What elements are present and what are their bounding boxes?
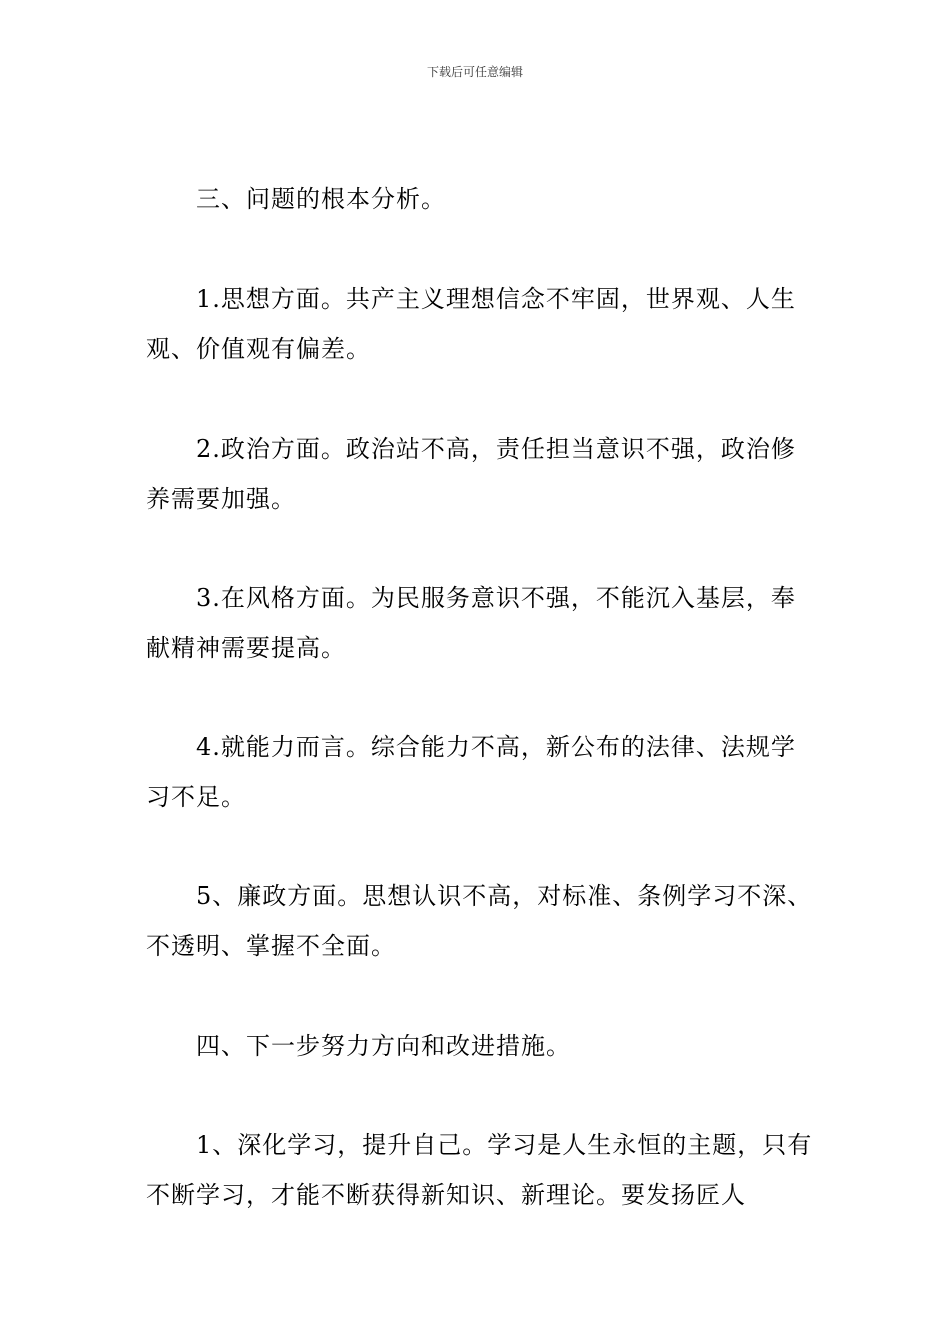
paragraph-item-2: 2.政治方面。政治站不高，责任担当意识不强，政治修养需要加强。 xyxy=(146,435,796,513)
paragraph-item-3: 3.在风格方面。为民服务意识不强，不能沉入基层，奉献精神需要提高。 xyxy=(146,584,796,662)
paragraph-measure-1: 1、深化学习，提升自己。学习是人生永恒的主题，只有不断学习，才能不断获得新知识、新理论。要发扬匠人 xyxy=(146,1131,813,1209)
paragraph-item-5: 5、廉政方面。思想认识不高，对标准、条例学习不深、不透明、掌握不全面。 xyxy=(146,882,813,960)
section-heading-4: 四、下一步努力方向和改进措施。 xyxy=(196,1032,571,1060)
paragraph-item-1: 1.思想方面。共产主义理想信念不牢固，世界观、人生观、价值观有偏差。 xyxy=(146,285,796,363)
page-header: 下载后可任意编辑 xyxy=(426,65,523,79)
section-heading-3: 三、问题的根本分析。 xyxy=(196,185,446,213)
paragraph-item-4: 4.就能力而言。综合能力不高，新公布的法律、法规学习不足。 xyxy=(146,733,796,811)
